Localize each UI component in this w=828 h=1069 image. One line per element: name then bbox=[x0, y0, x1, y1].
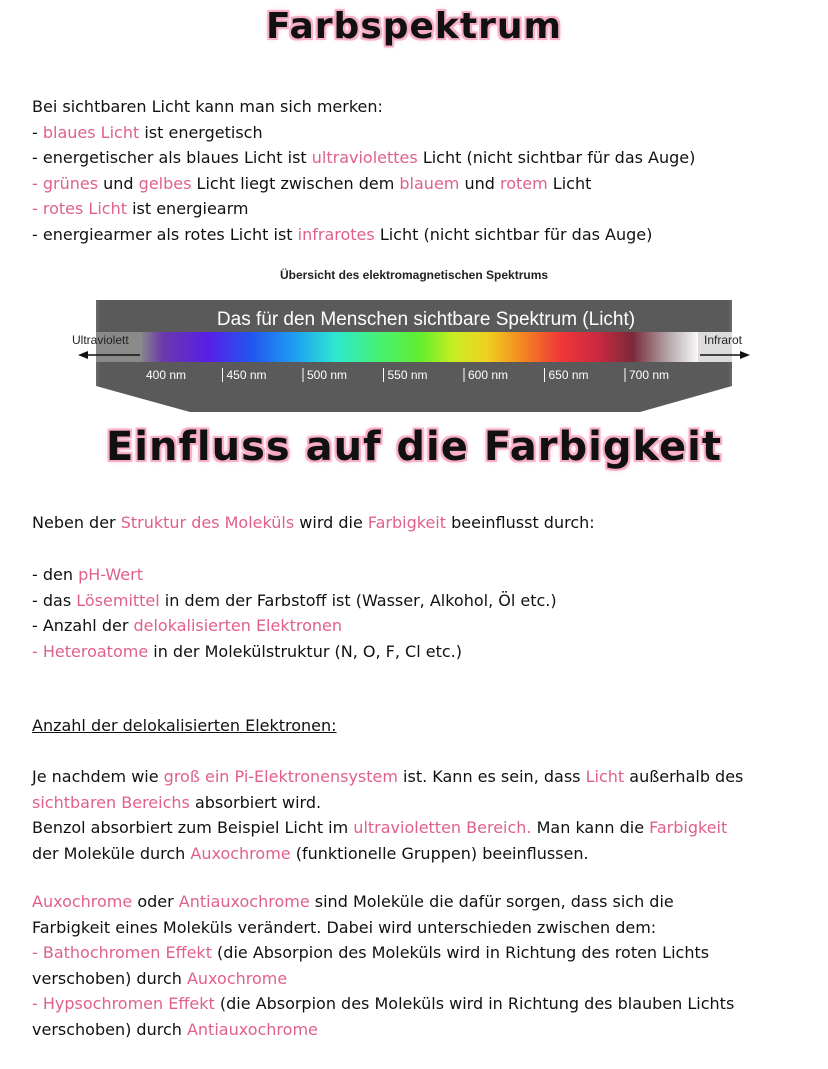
text-line bbox=[32, 889, 802, 915]
influence-intro bbox=[32, 510, 802, 536]
tick-label: 400 nm bbox=[146, 368, 187, 382]
text-segment: sind Moleküle die dafür sorgen, dass sich die bbox=[309, 892, 674, 911]
electrons-section bbox=[32, 713, 802, 739]
influence-list bbox=[32, 562, 802, 664]
text-line bbox=[32, 915, 802, 941]
electrons-paragraph-1 bbox=[32, 764, 802, 866]
text-segment: Licht bbox=[547, 173, 592, 193]
highlight-term: gelbes bbox=[138, 173, 192, 193]
tick-label: 450 nm bbox=[226, 368, 267, 382]
highlight-term: - grünes bbox=[32, 173, 99, 193]
highlight-term: Auxochrome bbox=[186, 968, 288, 988]
highlight-term: - Bathochromen Effekt bbox=[32, 943, 212, 962]
text-segment: Farbigkeit eines Moleküls verändert. Dabei wird unterschieden zwischen dem: bbox=[32, 917, 657, 937]
text-line bbox=[32, 196, 802, 222]
spectrum-caption: Übersicht des elektromagnetischen Spektrums bbox=[279, 268, 549, 282]
text-segment: Licht liegt zwischen dem bbox=[191, 173, 400, 193]
text-segment: Je nachdem wie bbox=[32, 767, 164, 786]
spectrum-figure bbox=[0, 262, 828, 412]
tick-label: 600 nm bbox=[468, 368, 509, 382]
highlight-term: ultravioletten Bereich. bbox=[353, 818, 532, 837]
highlight-term: Auxochrome bbox=[32, 892, 133, 911]
text-segment: in der Molekülstruktur (N, O, F, Cl etc.) bbox=[148, 641, 462, 661]
text-segment: beeinflusst durch: bbox=[446, 513, 595, 532]
text-line bbox=[32, 613, 802, 639]
text-line bbox=[32, 1017, 802, 1043]
text-segment: verschoben) durch bbox=[32, 1019, 187, 1039]
text-line bbox=[32, 120, 802, 146]
tick-label: 550 nm bbox=[387, 368, 428, 382]
spectrum-banner: Das für den Menschen sichtbare Spektrum (Licht) bbox=[216, 309, 636, 330]
text-segment: Neben der bbox=[32, 513, 121, 532]
highlight-term: pH-Wert bbox=[78, 565, 143, 584]
text-line bbox=[32, 940, 802, 966]
highlight-term: Antiauxochrome bbox=[178, 892, 310, 911]
highlight-term: Antiauxochrome bbox=[186, 1019, 318, 1039]
highlight-term: - Hypsochromen Effekt bbox=[32, 994, 215, 1013]
intro-block bbox=[32, 94, 802, 247]
text-segment: (die Absorpion des Moleküls wird in Richtung des blauben Lichts bbox=[214, 994, 735, 1013]
text-line bbox=[32, 815, 802, 841]
highlight-term: Licht bbox=[585, 767, 625, 786]
highlight-term: ultraviolettes bbox=[311, 148, 418, 167]
ultraviolet-label: Ultraviolett bbox=[72, 333, 129, 347]
text-line bbox=[32, 790, 802, 816]
text-segment: in dem der Farbstoff ist (Wasser, Alkohol, Öl etc.) bbox=[159, 590, 557, 610]
text-segment: außerhalb des bbox=[624, 767, 744, 786]
text-segment: (funktionelle Gruppen) beeinflussen. bbox=[290, 843, 589, 863]
text-segment: Licht (nicht sichtbar für das Auge) bbox=[374, 224, 653, 244]
highlight-term: Farbigkeit bbox=[367, 513, 447, 532]
tick-label: 700 nm bbox=[629, 368, 670, 382]
text-segment: oder bbox=[132, 892, 179, 911]
highlight-term: sichtbaren Bereichs bbox=[32, 792, 190, 812]
text-segment: wird die bbox=[294, 513, 368, 532]
spectrum-diagram bbox=[0, 288, 828, 412]
text-segment: - Anzahl der bbox=[32, 616, 134, 635]
text-line bbox=[32, 145, 802, 171]
text-line bbox=[32, 562, 802, 588]
text-segment: ist. Kann es sein, dass bbox=[397, 767, 586, 786]
highlight-term: blauem bbox=[399, 173, 460, 193]
highlight-term: - rotes Licht bbox=[32, 199, 127, 218]
text-segment: - energiearmer als rotes Licht ist bbox=[32, 224, 298, 244]
highlight-term: - Heteroatome bbox=[32, 641, 149, 661]
text-line bbox=[32, 991, 802, 1017]
text-segment: Man kann die bbox=[531, 818, 650, 837]
highlight-term: infrarotes bbox=[297, 224, 375, 244]
highlight-term: blaues Licht bbox=[42, 122, 140, 142]
text-segment: und bbox=[98, 173, 139, 193]
highlight-term: groß ein Pi-Elektronensystem bbox=[163, 767, 398, 786]
highlight-term: rotem bbox=[499, 173, 548, 193]
text-segment: der Moleküle durch bbox=[32, 843, 191, 863]
electrons-heading: Anzahl der delokalisierten Elektronen: bbox=[32, 716, 337, 735]
tick-label: 500 nm bbox=[307, 368, 348, 382]
text-line bbox=[32, 588, 802, 614]
visible-spectrum-strip bbox=[140, 332, 700, 362]
text-line bbox=[32, 966, 802, 992]
highlight-term: Struktur des Moleküls bbox=[120, 513, 295, 532]
text-line bbox=[32, 841, 802, 867]
intro-list bbox=[32, 120, 802, 248]
infrared-label: Infrarot bbox=[704, 333, 743, 347]
text-segment: Licht (nicht sichtbar für das Auge) bbox=[417, 148, 696, 167]
text-segment: Benzol absorbiert zum Beispiel Licht im bbox=[32, 818, 354, 837]
text-line bbox=[32, 171, 802, 197]
highlight-term: Farbigkeit bbox=[649, 818, 728, 837]
text-line bbox=[32, 764, 802, 790]
highlight-term: Lösemittel bbox=[76, 590, 160, 610]
page-title: Farbspektrum bbox=[266, 6, 562, 47]
text-segment: (die Absorpion des Moleküls wird in Richtung des roten Lichts bbox=[211, 943, 710, 962]
tick-label: 650 nm bbox=[548, 368, 589, 382]
electrons-paragraph-2 bbox=[32, 889, 802, 1042]
text-segment: - das bbox=[32, 590, 77, 610]
text-segment: - bbox=[32, 122, 43, 142]
text-segment: - den bbox=[32, 565, 79, 584]
text-segment: absorbiert wird. bbox=[189, 792, 322, 812]
text-segment: - energetischer als blaues Licht ist bbox=[32, 148, 312, 167]
intro-heading: Bei sichtbaren Licht kann man sich merken: bbox=[32, 97, 383, 116]
text-line bbox=[32, 639, 802, 665]
highlight-term: Auxochrome bbox=[190, 843, 291, 863]
highlight-term: delokalisierten Elektronen bbox=[133, 616, 343, 635]
text-line bbox=[32, 222, 802, 248]
text-segment: ist energetisch bbox=[139, 122, 263, 142]
influence-block bbox=[32, 510, 802, 536]
section-title-farbigkeit: Einfluss auf die Farbigkeit bbox=[105, 424, 722, 470]
text-segment: ist energiearm bbox=[126, 199, 249, 218]
text-segment: und bbox=[459, 173, 500, 193]
text-segment: verschoben) durch bbox=[32, 968, 187, 988]
